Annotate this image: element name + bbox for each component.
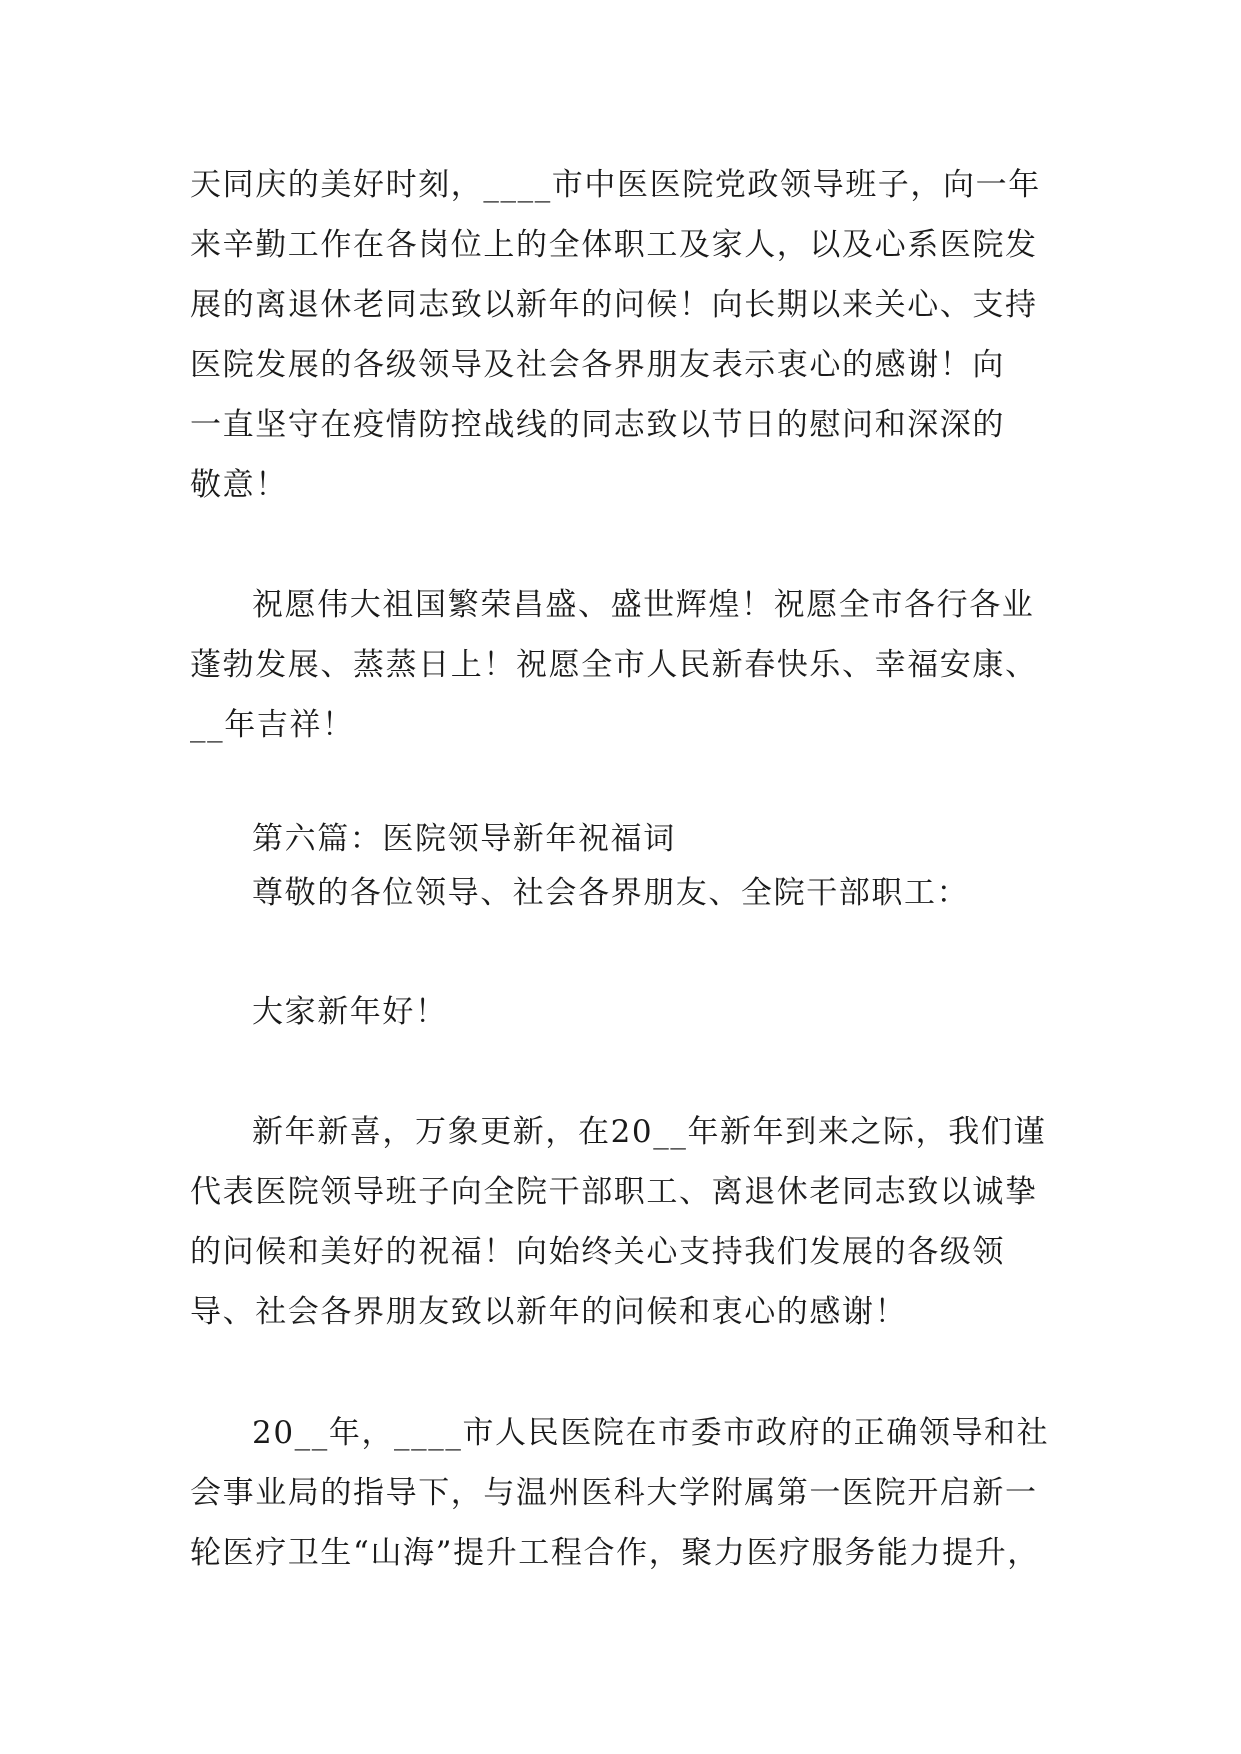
- paragraph-line: 敬意！: [190, 467, 288, 503]
- paragraph-line: 天同庆的美好时刻，____市中医医院党政领导班子，向一年: [190, 167, 1041, 203]
- paragraph-line: 的问候和美好的祝福！向始终关心支持我们发展的各级领: [190, 1234, 1005, 1270]
- paragraph-line: 医院发展的各级领导及社会各界朋友表示衷心的感谢！向: [190, 347, 1005, 383]
- paragraph-line: 一直坚守在疫情防控战线的同志致以节日的慰问和深深的: [190, 407, 1005, 443]
- paragraph-line: 新年新喜，万象更新，在20__年新年到来之际，我们谨: [252, 1114, 1047, 1150]
- paragraph-line: 祝愿伟大祖国繁荣昌盛、盛世辉煌！祝愿全市各行各业: [252, 587, 1035, 623]
- paragraph-line: 会事业局的指导下，与温州医科大学附属第一医院开启新一: [190, 1475, 1038, 1511]
- paragraph-line: 来辛勤工作在各岗位上的全体职工及家人，以及心系医院发: [190, 227, 1038, 263]
- paragraph-line: 代表医院领导班子向全院干部职工、离退休老同志致以诚挚: [190, 1174, 1038, 1210]
- paragraph-line: 轮医疗卫生“山海”提升工程合作，聚力医疗服务能力提升，: [190, 1535, 1040, 1571]
- paragraph-line: 蓬勃发展、蒸蒸日上！祝愿全市人民新春快乐、幸福安康、: [190, 647, 1038, 683]
- greeting-line: 大家新年好！: [252, 994, 448, 1030]
- salutation: 尊敬的各位领导、社会各界朋友、全院干部职工：: [252, 875, 970, 911]
- paragraph-line: 20__年，____市人民医院在市委市政府的正确领导和社: [252, 1415, 1050, 1451]
- paragraph-line: __年吉祥！: [190, 707, 355, 743]
- paragraph-line: 导、社会各界朋友致以新年的问候和衷心的感谢！: [190, 1294, 908, 1330]
- paragraph-line: 展的离退休老同志致以新年的问候！向长期以来关心、支持: [190, 287, 1038, 323]
- section-title: 第六篇：医院领导新年祝福词: [252, 821, 676, 857]
